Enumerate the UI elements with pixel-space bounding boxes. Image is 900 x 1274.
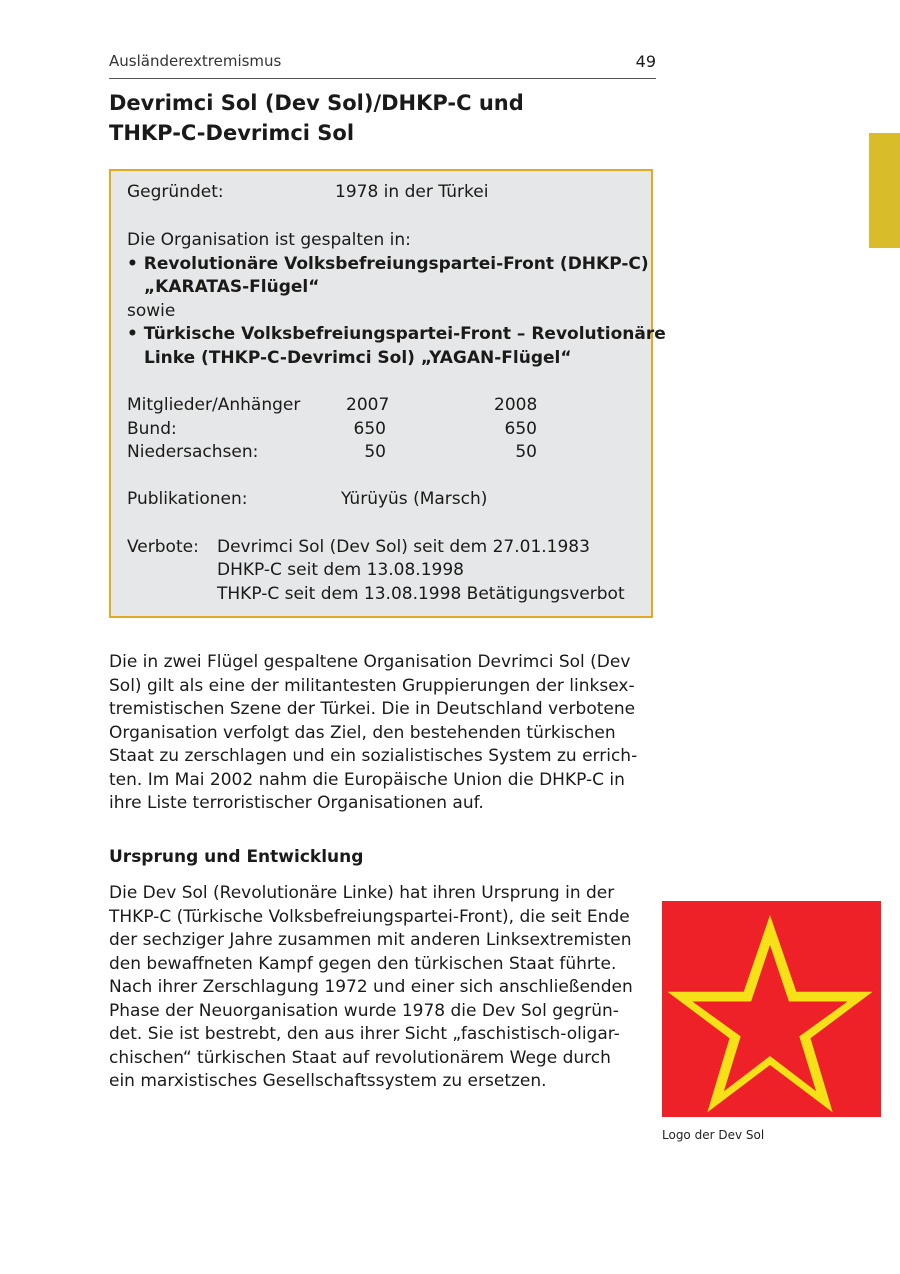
text-line: Die in zwei Flügel gespaltene Organisation Devrimci Sol (Dev: [109, 652, 631, 672]
ban-entry: Devrimci Sol (Dev Sol) seit dem 27.01.1983: [217, 537, 590, 557]
origin-paragraph: [109, 882, 664, 1094]
page-number: 49: [635, 52, 656, 71]
text-line: ihre Liste terroristischer Organisationen auf.: [109, 793, 484, 813]
members-label: Mitglieder/Anhänger: [127, 395, 301, 415]
faction-1-line-2: „KARATAS-Flügel“: [144, 277, 320, 297]
text-line: Nach ihrer Zerschlagung 1972 und einer sich anschließenden: [109, 977, 633, 997]
text-line: Phase der Neuorganisation wurde 1978 die Dev Sol gegrün-: [109, 1000, 619, 1021]
logo-caption: Logo der Dev Sol: [662, 1128, 765, 1142]
text-line: chischen“ türkischen Staat auf revolutionärem Wege durch: [109, 1047, 611, 1068]
and-word: sowie: [127, 301, 176, 321]
running-header: [109, 52, 656, 79]
text-line: Sol) gilt als eine der militantesten Gruppierungen der linksex-: [109, 675, 635, 696]
dev-sol-logo-image: [662, 901, 881, 1117]
fact-box: [109, 169, 666, 618]
ban-entry: DHKP-C seit dem 13.08.1998: [217, 560, 464, 580]
text-line: Die Dev Sol (Revolutionäre Linke) hat ihren Ursprung in der: [109, 883, 615, 903]
row-label-bund: Bund:: [127, 419, 177, 439]
year-2008-header: 2008: [494, 395, 538, 415]
text-line: Staat zu zerschlagen und ein sozialistisches System zu errich-: [109, 746, 638, 766]
faction-2-line-1: • Türkische Volksbefreiungspartei-Front – Revolutionäre: [127, 324, 666, 344]
faction-2-line-2: Linke (THKP-C-Devrimci Sol) „YAGAN-Flügel“: [144, 348, 572, 368]
text-line: der sechziger Jahre zusammen mit anderen Linksextremisten: [109, 930, 632, 950]
niedersachsen-2007-value: 50: [364, 442, 386, 462]
row-label-niedersachsen: Niedersachsen:: [127, 442, 259, 462]
founded-value: 1978 in der Türkei: [335, 182, 489, 202]
faction-1-line-1: • Revolutionäre Volksbefreiungspartei-Front (DHKP-C): [127, 254, 649, 274]
chapter-tab-marker: [869, 133, 900, 248]
text-line: ein marxistisches Gesellschaftssystem zu ersetzen.: [109, 1071, 547, 1091]
page-title: [109, 88, 669, 148]
bund-2007-value: 650: [353, 419, 386, 439]
text-line: tremistischen Szene der Türkei. Die in Deutschland verbotene: [109, 699, 636, 719]
text-line: ten. Im Mai 2002 nahm die Europäische Union die DHKP-C in: [109, 769, 625, 790]
title-line-1: Devrimci Sol (Dev Sol)/DHKP-C und: [109, 91, 524, 115]
publications-value: Yürüyüs (Marsch): [341, 489, 488, 509]
niedersachsen-2008-value: 50: [515, 442, 537, 462]
bans-label: Verbote:: [127, 537, 199, 557]
year-2007-header: 2007: [346, 395, 390, 415]
publications-label: Publikationen:: [127, 489, 248, 509]
section-heading: Ursprung und Entwicklung: [109, 847, 364, 867]
bund-2008-value: 650: [504, 419, 537, 439]
text-line: det. Sie ist bestrebt, den aus ihrer Sicht „faschistisch-oligar-: [109, 1024, 620, 1044]
text-line: den bewaffneten Kampf gegen den türkischen Staat führte.: [109, 953, 617, 974]
split-intro: Die Organisation ist gespalten in:: [127, 230, 411, 250]
ban-entry: THKP-C seit dem 13.08.1998 Betätigungsverbot: [217, 584, 625, 604]
title-line-2: THKP-C-Devrimci Sol: [109, 121, 355, 145]
intro-paragraph: [109, 651, 664, 816]
text-line: THKP-C (Türkische Volksbefreiungspartei-Front), die seit Ende: [109, 906, 630, 927]
section-name: Ausländerextremismus: [109, 52, 282, 70]
text-line: Organisation verfolgt das Ziel, den bestehenden türkischen: [109, 722, 616, 743]
founded-label: Gegründet:: [127, 182, 224, 202]
